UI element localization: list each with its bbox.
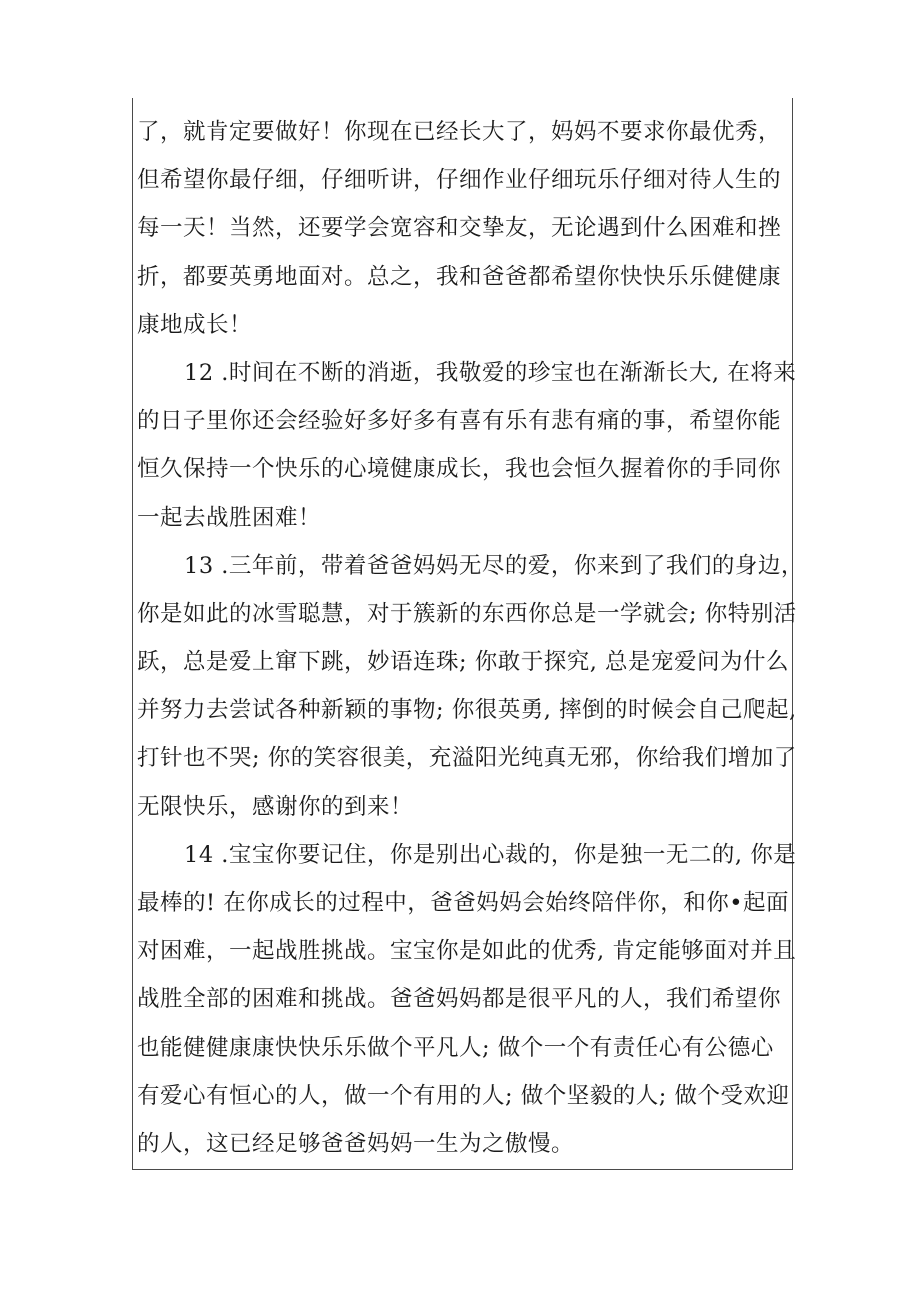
text-line: 并努力去尝试各种新颖的事物; 你很英勇, 摔倒的时候会自己爬起, [137,697,797,724]
document-body [137,108,804,1168]
text-line: 也能健健康康快快乐乐做个平凡人; 做个一个有责任心有公德心 [137,1034,774,1061]
text-line: 最棒的! 在你成长的过程中，爸爸妈妈会始终陪伴你，和你•起面 [137,890,789,916]
text-line: 了，就肯定要做好！你现在已经长大了，妈妈不要求你最优秀， [137,119,782,145]
text-line: 每一天！当然，还要学会宽容和交挚友，无论遇到什么困难和挫 [137,215,782,242]
text-line: 一起去战胜困难！ [137,504,322,531]
text-line: 但希望你最仔细，仔细听讲，仔细作业仔细玩乐仔细对待人生的 [137,167,782,194]
text-line: 战胜全部的困难和挑战。爸爸妈妈都是很平凡的人，我们希望你 [137,986,782,1013]
text-line: 对困难，一起战胜挑战。宝宝你是如此的优秀, 肯定能够面对并且 [137,938,797,965]
text-line: 的人，这已经足够爸爸妈妈一生为之傲慢。 [137,1130,575,1157]
text-line: 跃，总是爱上窜下跳，妙语连珠; 你敢于探究, 总是宠爱问为什么 [137,649,790,676]
text-line: 无限快乐，感谢你的到来！ [137,793,414,820]
text-line: 你是如此的冰雪聪慧，对于簇新的东西你总是一学就会; 你特别活 [137,600,797,627]
text-line: 恒久保持一个快乐的心境健康成长，我也会恒久握着你的手同你 [137,456,782,483]
text-line: 的日子里你还会经验好多好多有喜有乐有悲有痛的事，希望你能 [137,408,782,435]
text-line: 13 .三年前，带着爸爸妈妈无尽的爱，你来到了我们的身边， [184,552,804,579]
paragraph-13 [137,542,804,831]
text-line: 打针也不哭; 你的笑容很美，充溢阳光纯真无邪，你给我们增加了 [137,745,797,772]
text-line: 12 .时间在不断的消逝，我敬爱的珍宝也在渐渐长大, 在将来 [184,359,797,386]
text-line: 折，都要英勇地面对。总之，我和爸爸都希望你快快乐乐健健康 [137,263,782,290]
text-line: 康地成长！ [137,311,253,338]
paragraph-continued [137,108,792,349]
paragraph-12 [137,349,797,542]
text-line: 14 .宝宝你要记住，你是别出心裁的，你是独一无二的, 你是 [184,841,797,868]
text-line: 有爱心有恒心的人，做一个有用的人; 做个坚毅的人; 做个受欢迎 [137,1082,790,1109]
paragraph-14 [137,831,797,1168]
